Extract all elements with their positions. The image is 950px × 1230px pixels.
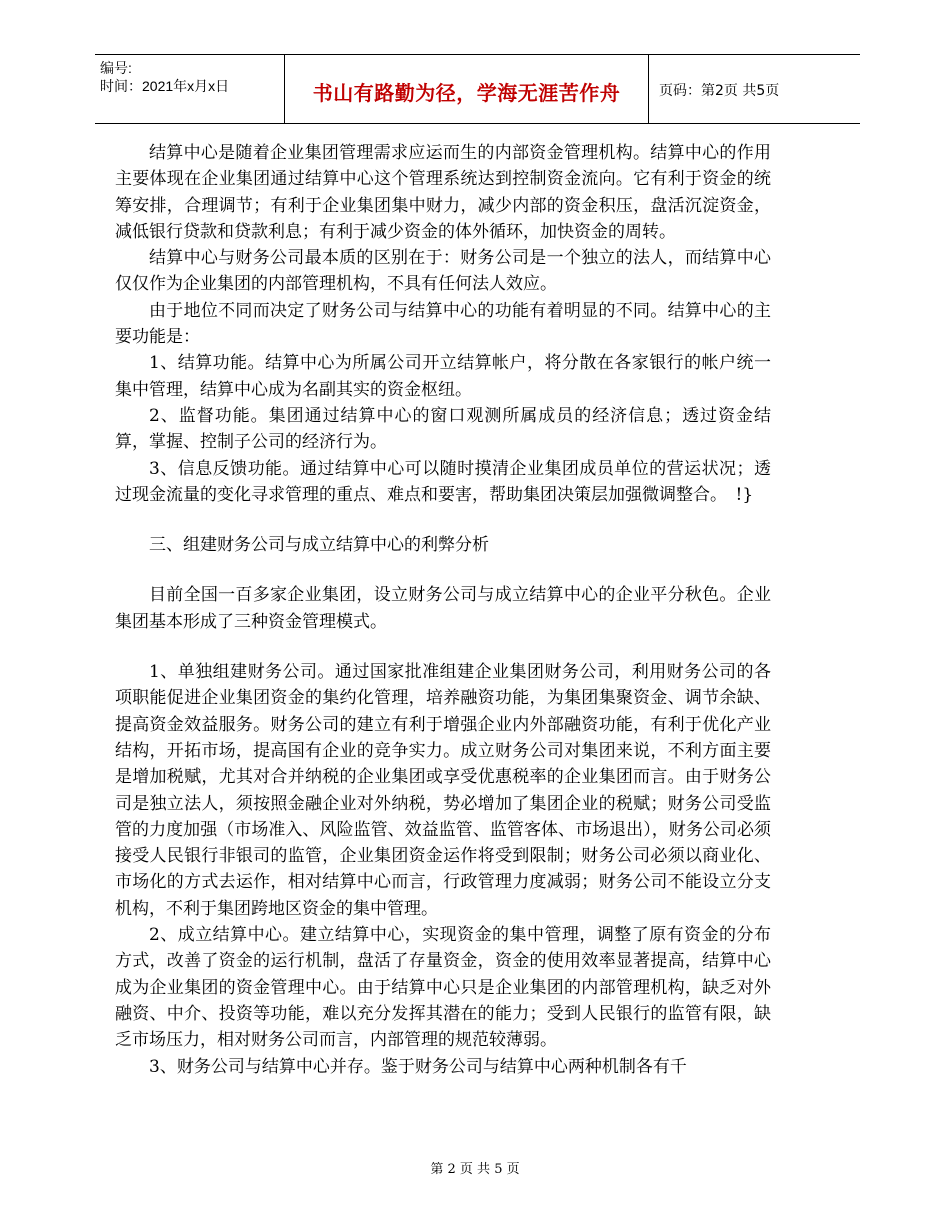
header-motto: 书山有路勤为径，学海无涯苦作舟 bbox=[312, 81, 621, 105]
section-heading: 三、组建财务公司与成立结算中心的利弊分析 bbox=[149, 535, 489, 556]
paragraph: 目前全国一百多家企业集团，设立财务公司与成立结算中心的企业平分秋色。企业集团基本形成了三种资金管理模式。 bbox=[115, 585, 771, 632]
header-page-number: 页码：第2页 共5页 bbox=[659, 83, 780, 99]
document-number-label: 编号: bbox=[100, 60, 132, 76]
list-item: 3、财务公司与结算中心并存。鉴于财务公司与结算中心两种机制各有千 bbox=[149, 1056, 687, 1077]
document-body bbox=[115, 140, 771, 1080]
list-item: 2、监督功能。集团通过结算中心的窗口观测所属成员的经济信息；透过资金结算，掌握、控制子公司的经济行为。 bbox=[115, 405, 771, 453]
paragraph: 结算中心与财务公司最本质的区别在于：财务公司是一个独立的法人，而结算中心仅仅作为企业集团的内部管理机构，不具有任何法人效应。 bbox=[115, 248, 771, 295]
header-divider-right bbox=[648, 55, 649, 123]
page-header bbox=[95, 54, 860, 124]
list-item: 3、信息反馈功能。通过结算中心可以随时摸清企业集团成员单位的营运状况；透过现金流量的变化寻求管理的重点、难点和要害，帮助集团决策层加强微调整合。 !} bbox=[115, 458, 771, 505]
document-time-label: 时间：2021年x月x日 bbox=[100, 78, 230, 94]
list-item: 2、成立结算中心。建立结算中心，实现资金的集中管理，调整了原有资金的分布方式，改善了资金的运行机制，盘活了存量资金，资金的使用效率显著提高，结算中心成为企业集团的资金管理中心。由于结算中心只是企业集团的内部管理机构，缺乏对外融资、中介、投资等功能，难以充分发挥其潜在的能力；受到人民银行的监管有限，缺乏市场压力，相对财务公司而言，内部管理的规范较薄弱。 bbox=[115, 925, 771, 1051]
header-meta bbox=[100, 59, 229, 95]
list-item: 1、结算功能。结算中心为所属公司开立结算帐户，将分散在各家银行的帐户统一集中管理，结算中心成为名副其实的资金枢纽。 bbox=[115, 353, 771, 400]
list-item: 1、单独组建财务公司。通过国家批准组建企业集团财务公司，利用财务公司的各项职能促进企业集团资金的集约化管理，培养融资功能，为集团集聚资金、调节余缺、提高资金效益服务。财务公司的建立有利于增强企业内外部融资功能，有利于优化产业结构，开拓市场，提高国有企业的竞争实力。成立财务公司对集团来说，不利方面主要是增加税赋，尤其对合并纳税的企业集团或享受优惠税率的企业集团而言。由于财务公司是独立法人，须按照金融企业对外纳税，势必增加了集团企业的税赋；财务公司受监管的力度加强（市场准入、风险监管、效益监管、监管客体、市场退出），财务公司必须接受人民银行非银司的监管，企业集团资金运作将受到限制；财务公司必须以商业化、市场化的方式去运作，相对结算中心而言，行政管理力度减弱；财务公司不能设立分支机构，不利于集团跨地区资金的集中管理。 bbox=[115, 662, 771, 919]
paragraph: 由于地位不同而决定了财务公司与结算中心的功能有着明显的不同。结算中心的主要功能是： bbox=[115, 300, 771, 348]
page-footer: 第 2 页 共 5 页 bbox=[430, 1162, 520, 1177]
paragraph: 结算中心是随着企业集团管理需求应运而生的内部资金管理机构。结算中心的作用主要体现在企业集团通过结算中心这个管理系统达到控制资金流向。它有利于资金的统筹安排，合理调节；有利于企业集团集中财力，减少内部的资金积压，盘活沉淀资金，减低银行贷款和贷款利息；有利于减少资金的体外循环，加快资金的周转。 bbox=[115, 143, 771, 242]
